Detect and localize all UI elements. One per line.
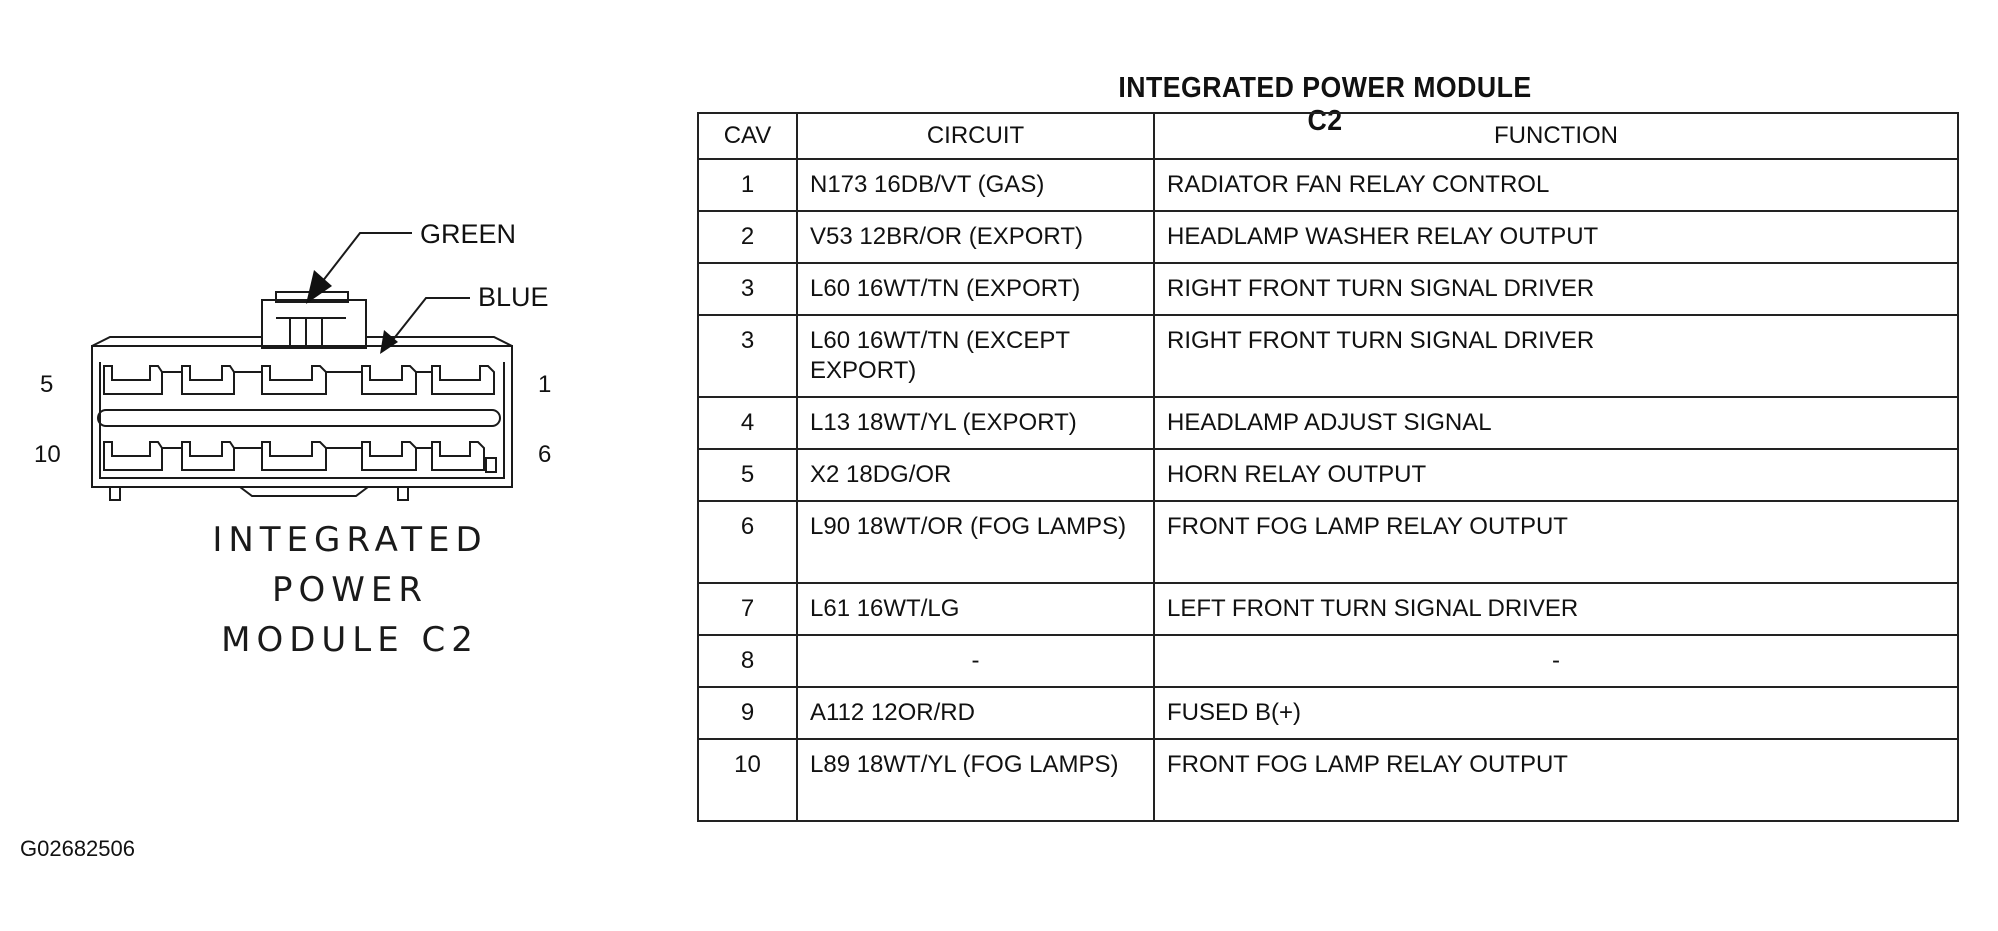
table-row <box>698 315 1958 397</box>
connector-diagram <box>0 0 640 560</box>
function-cell: LEFT FRONT TURN SIGNAL DRIVER <box>1154 583 1958 635</box>
table-row <box>698 263 1958 315</box>
circuit-cell: L60 16WT/TN (EXCEPT EXPORT) <box>797 315 1154 397</box>
pin-label-10: 10 <box>34 441 61 468</box>
circuit-cell: L89 18WT/YL (FOG LAMPS) <box>797 739 1154 821</box>
cav-cell: 9 <box>698 687 797 739</box>
function-cell: RADIATOR FAN RELAY CONTROL <box>1154 159 1958 211</box>
table-row <box>698 449 1958 501</box>
function-cell: HEADLAMP ADJUST SIGNAL <box>1154 397 1958 449</box>
circuit-cell: X2 18DG/OR <box>797 449 1154 501</box>
cav-cell: 8 <box>698 635 797 687</box>
function-cell: FRONT FOG LAMP RELAY OUTPUT <box>1154 501 1958 583</box>
connector-caption-line-1: INTEGRATED <box>212 520 488 560</box>
connector-caption-line-3: MODULE C2 <box>221 620 479 660</box>
cav-cell: 3 <box>698 263 797 315</box>
circuit-cell: V53 12BR/OR (EXPORT) <box>797 211 1154 263</box>
function-cell: FUSED B(+) <box>1154 687 1958 739</box>
table-row <box>698 159 1958 211</box>
cav-cell: 3 <box>698 315 797 397</box>
cav-cell: 10 <box>698 739 797 821</box>
function-cell: FRONT FOG LAMP RELAY OUTPUT <box>1154 739 1958 821</box>
pin-label-6: 6 <box>538 441 552 468</box>
circuit-cell: L60 16WT/TN (EXPORT) <box>797 263 1154 315</box>
circuit-cell: L13 18WT/YL (EXPORT) <box>797 397 1154 449</box>
table-row <box>698 397 1958 449</box>
function-cell: HEADLAMP WASHER RELAY OUTPUT <box>1154 211 1958 263</box>
table-title: INTEGRATED POWER MODULE C2 <box>1118 72 1532 137</box>
cav-cell: 5 <box>698 449 797 501</box>
table-row <box>698 211 1958 263</box>
circuit-cell: N173 16DB/VT (GAS) <box>797 159 1154 211</box>
header-circuit: CIRCUIT <box>797 113 1154 159</box>
function-cell: - <box>1154 635 1958 687</box>
table-header-row <box>698 113 1958 159</box>
connector-caption-line-2: POWER <box>272 570 428 610</box>
pinout-table <box>697 112 1959 822</box>
header-function: FUNCTION <box>1154 113 1958 159</box>
cav-cell: 7 <box>698 583 797 635</box>
green-wire-label: GREEN <box>420 219 517 249</box>
blue-wire-label: BLUE <box>478 282 549 312</box>
table-row <box>698 739 1958 821</box>
figure-id: G02682506 <box>20 836 135 861</box>
cav-cell: 6 <box>698 501 797 583</box>
cav-cell: 1 <box>698 159 797 211</box>
table-row <box>698 635 1958 687</box>
circuit-cell: L61 16WT/LG <box>797 583 1154 635</box>
function-cell: RIGHT FRONT TURN SIGNAL DRIVER <box>1154 263 1958 315</box>
cav-cell: 4 <box>698 397 797 449</box>
header-cav: CAV <box>698 113 797 159</box>
cav-cell: 2 <box>698 211 797 263</box>
circuit-cell: L90 18WT/OR (FOG LAMPS) <box>797 501 1154 583</box>
table-row <box>698 501 1958 583</box>
table-row <box>698 687 1958 739</box>
function-cell: HORN RELAY OUTPUT <box>1154 449 1958 501</box>
function-cell: RIGHT FRONT TURN SIGNAL DRIVER <box>1154 315 1958 397</box>
pin-label-1: 1 <box>538 371 552 398</box>
table-row <box>698 583 1958 635</box>
pin-label-5: 5 <box>40 371 54 398</box>
circuit-cell: - <box>797 635 1154 687</box>
circuit-cell: A112 12OR/RD <box>797 687 1154 739</box>
